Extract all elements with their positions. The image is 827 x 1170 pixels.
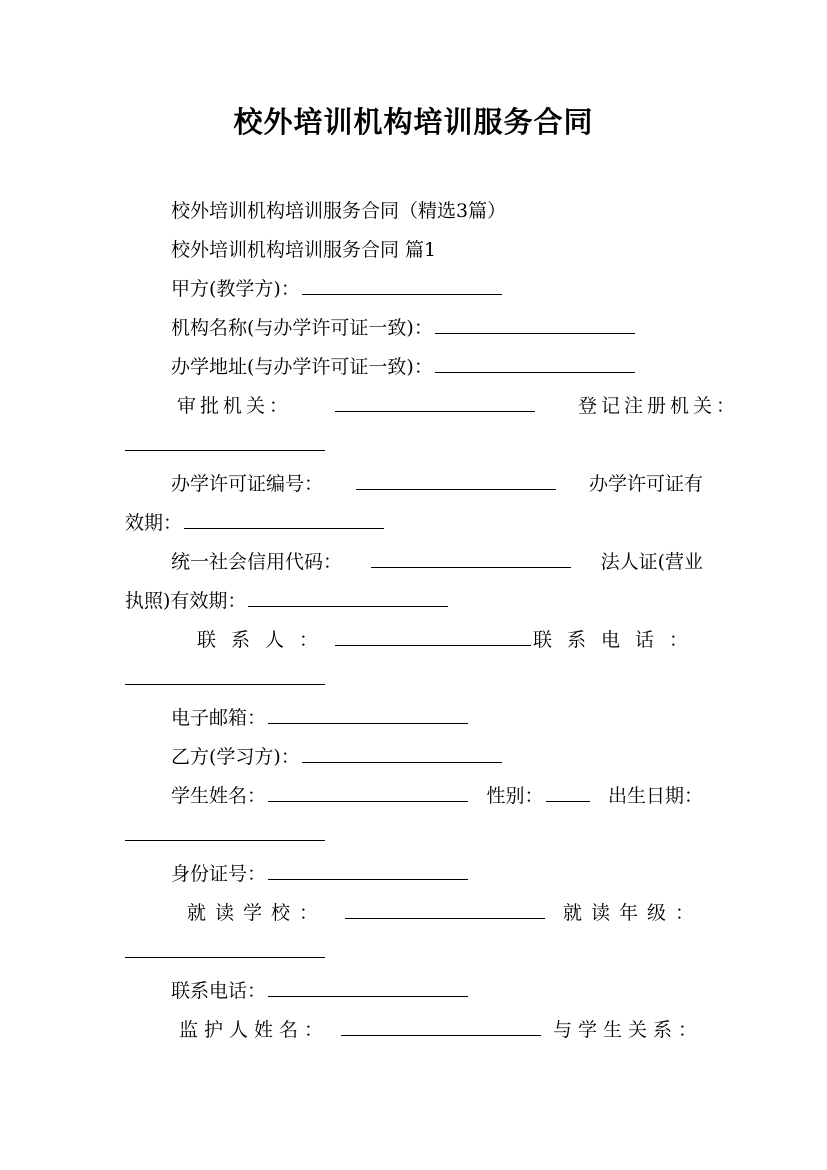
- student-name-group: [171, 777, 470, 816]
- approval-line: [125, 387, 739, 426]
- approval-blank[interactable]: [335, 389, 535, 412]
- grade-blank[interactable]: [125, 935, 325, 958]
- contact-label: 联系人：: [197, 629, 334, 651]
- contact-phone-label: 联系电话：: [532, 629, 703, 651]
- party-b-line: [125, 738, 749, 777]
- school-label: 就读学校：: [187, 902, 328, 924]
- party-b-label: 乙方(学习方)：: [171, 746, 300, 768]
- gender-blank[interactable]: [546, 779, 590, 802]
- student-name-label: 学生姓名：: [171, 785, 267, 807]
- license-valid-label-b: 效期：: [125, 512, 183, 534]
- credit-code-label: 统一社会信用代码：: [171, 551, 343, 573]
- org-addr-label: 办学地址(与办学许可证一致)：: [171, 356, 433, 378]
- approval-label: 审批机关：: [177, 395, 293, 417]
- legal-valid-line: [125, 582, 450, 621]
- birth-blank[interactable]: [125, 818, 325, 841]
- registry-line-cont: [125, 426, 327, 465]
- student-name-blank[interactable]: [268, 779, 468, 802]
- school-line: [125, 894, 703, 933]
- email-blank[interactable]: [268, 701, 468, 724]
- birth-line-cont: [125, 816, 327, 855]
- email-label: 电子邮箱：: [171, 707, 267, 729]
- org-name-label: 机构名称(与办学许可证一致)：: [171, 317, 433, 339]
- party-a-line: [125, 270, 749, 309]
- registry-blank[interactable]: [125, 428, 325, 451]
- license-no-line: [125, 465, 703, 504]
- guardian-blank[interactable]: [341, 1013, 541, 1036]
- phone-label: 联系电话：: [171, 980, 267, 1002]
- legal-valid-blank[interactable]: [248, 584, 448, 607]
- id-line: [125, 855, 749, 894]
- legal-label-b: 执照)有效期：: [125, 590, 247, 612]
- license-no-blank[interactable]: [356, 467, 556, 490]
- id-blank[interactable]: [268, 857, 468, 880]
- registry-label: 登记注册机关：: [577, 395, 739, 417]
- gender-group: [486, 777, 591, 816]
- email-line: [125, 699, 749, 738]
- contact-line: [125, 621, 703, 660]
- phone-line: [125, 972, 749, 1011]
- relation-label: 与学生关系：: [552, 1019, 703, 1041]
- grade-line-cont: [125, 933, 327, 972]
- org-name-blank[interactable]: [435, 311, 635, 334]
- org-addr-line: [125, 348, 749, 387]
- license-no-label: 办学许可证编号：: [171, 473, 324, 495]
- org-addr-blank[interactable]: [435, 350, 635, 373]
- birth-label: 出生日期：: [607, 785, 703, 807]
- contact-phone-line-cont: [125, 660, 327, 699]
- license-valid-label-a: 办学许可证有: [588, 473, 703, 495]
- part-heading: 校外培训机构培训服务合同 篇1: [171, 239, 437, 261]
- phone-blank[interactable]: [268, 974, 468, 997]
- guardian-line: [125, 1011, 703, 1050]
- party-b-blank[interactable]: [302, 740, 502, 763]
- license-valid-line: [125, 504, 386, 543]
- contact-blank[interactable]: [335, 623, 531, 646]
- guardian-label: 监护人姓名：: [179, 1019, 330, 1041]
- license-valid-blank[interactable]: [184, 506, 384, 529]
- org-name-line: [125, 309, 749, 348]
- party-a-blank[interactable]: [302, 272, 502, 295]
- school-blank[interactable]: [345, 896, 545, 919]
- grade-label: 就读年级：: [562, 902, 703, 924]
- student-line: [125, 777, 703, 816]
- gender-label: 性别：: [486, 785, 544, 807]
- contact-phone-blank[interactable]: [125, 662, 325, 685]
- document-title: 校外培训机构培训服务合同: [233, 105, 594, 139]
- legal-label-a: 法人证(营业: [600, 551, 703, 573]
- credit-code-blank[interactable]: [371, 545, 571, 568]
- subtitle-line: 校外培训机构培训服务合同（精选3篇）: [171, 200, 507, 222]
- party-a-label: 甲方(教学方)：: [171, 278, 300, 300]
- id-label: 身份证号：: [171, 863, 267, 885]
- credit-code-line: [125, 543, 703, 582]
